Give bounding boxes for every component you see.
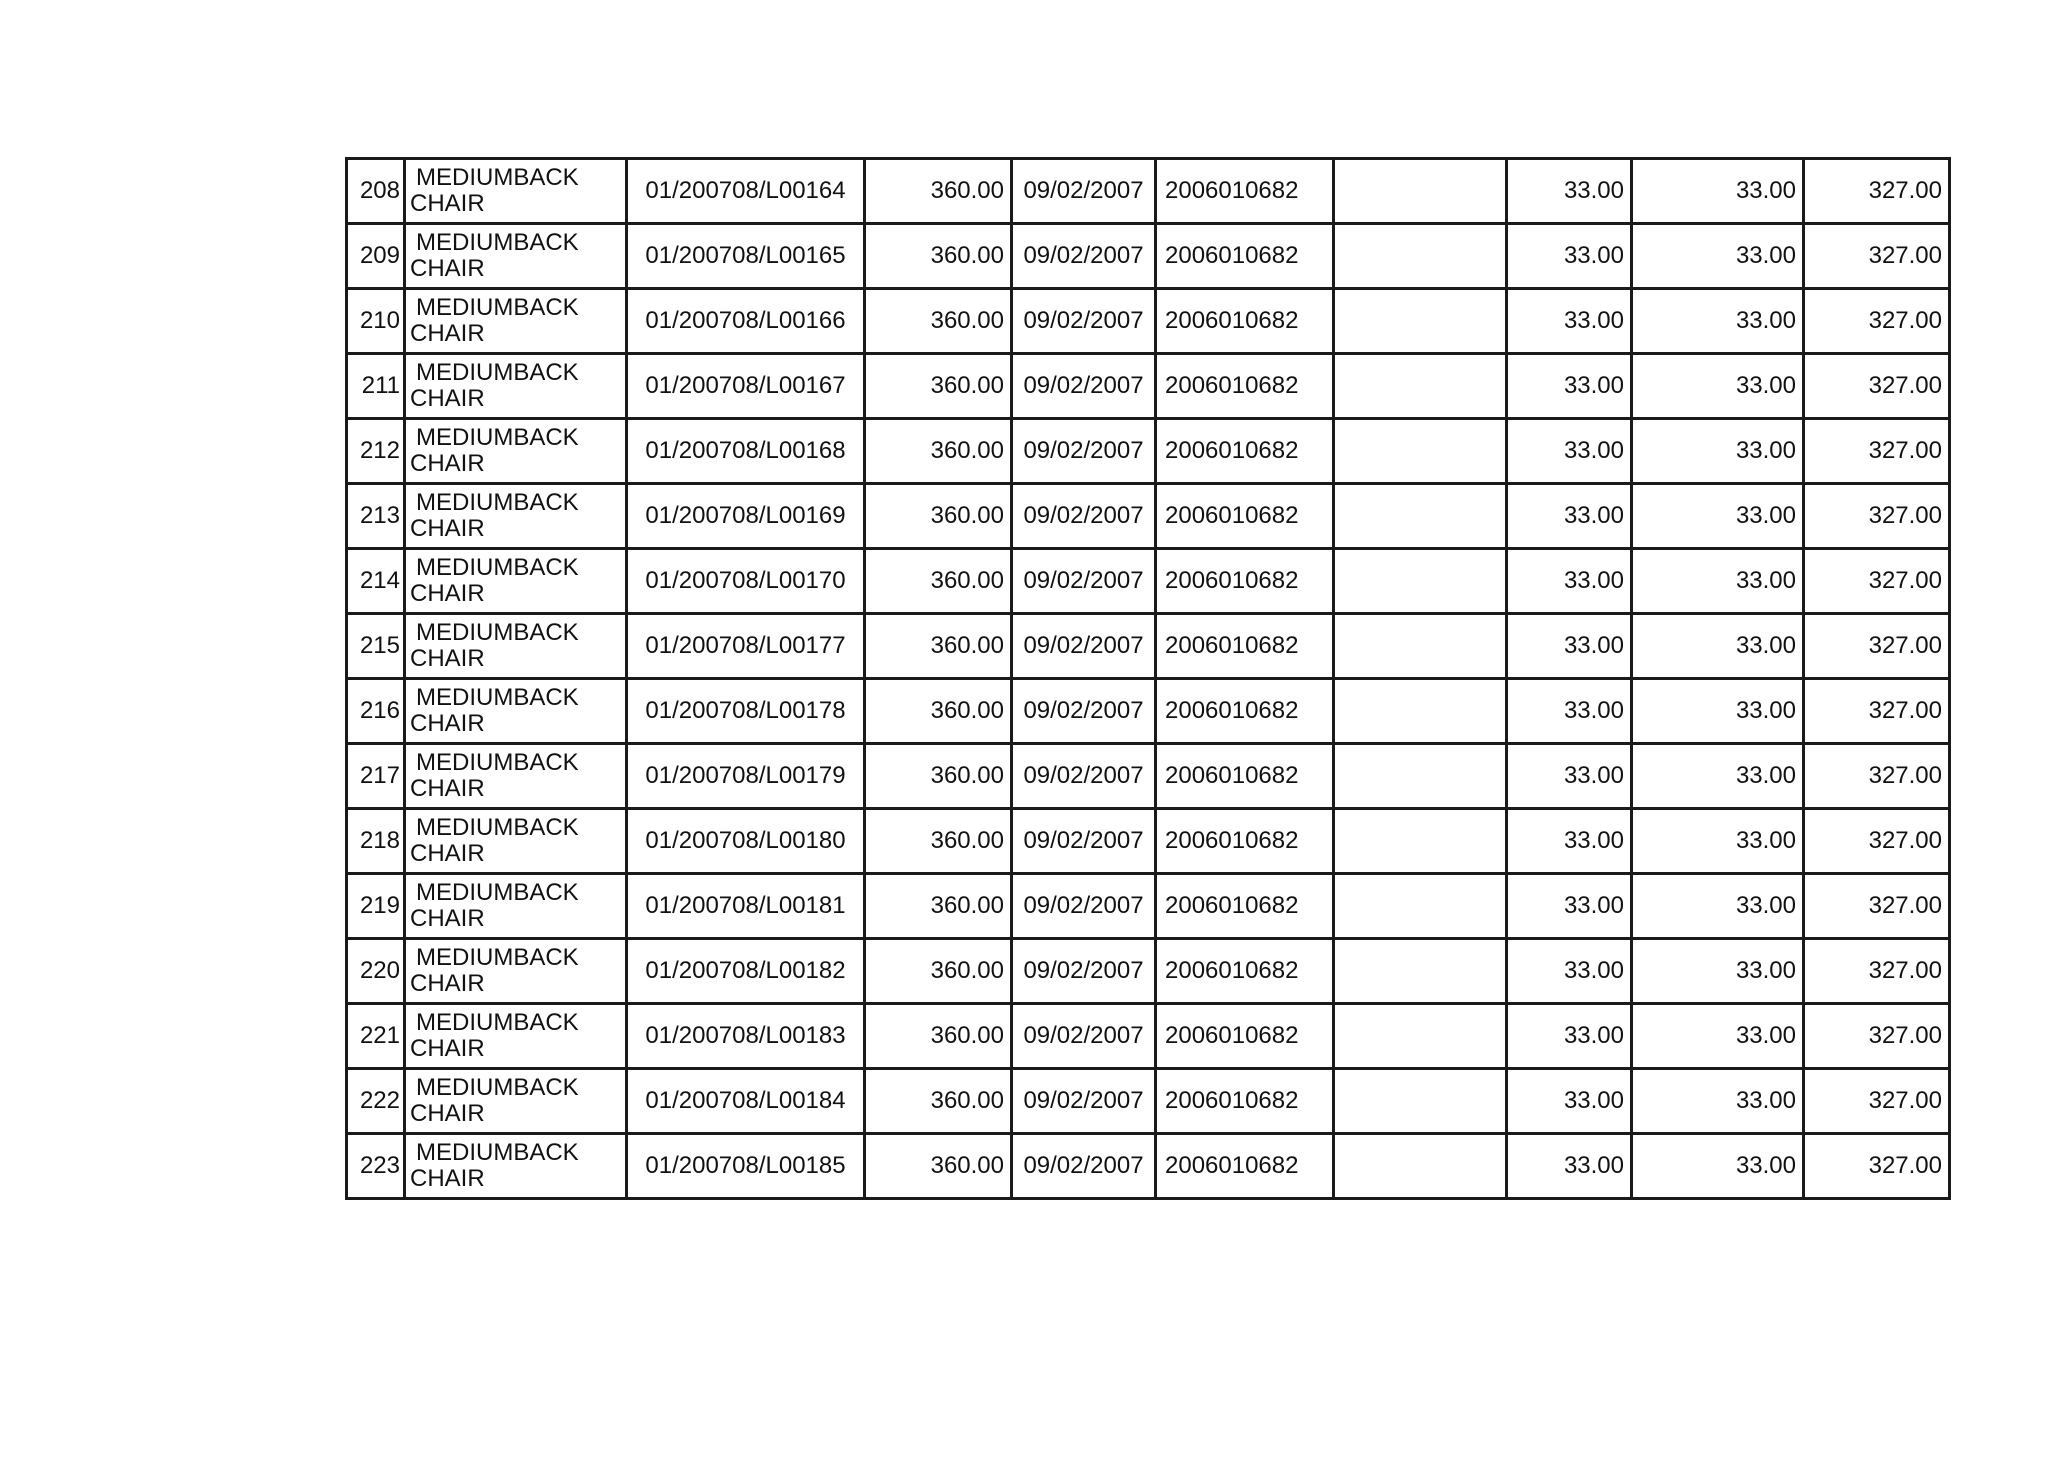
table-row bbox=[347, 354, 1950, 419]
net-value-cell: 327.00 bbox=[1804, 744, 1950, 809]
code-cell: 2006010682 bbox=[1156, 354, 1334, 419]
reference-cell: 01/200708/L00180 bbox=[627, 809, 865, 874]
description-line-1: MEDIUMBACK bbox=[416, 1074, 579, 1101]
table-row bbox=[347, 874, 1950, 939]
description-line-2: CHAIR bbox=[410, 905, 485, 932]
amount-cell-b: 33.00 bbox=[1632, 419, 1804, 484]
amount-cell-a: 33.00 bbox=[1507, 549, 1632, 614]
cost-cell: 360.00 bbox=[865, 549, 1012, 614]
date-cell: 09/02/2007 bbox=[1012, 549, 1156, 614]
item-number-cell: 210 bbox=[347, 289, 405, 354]
date-cell: 09/02/2007 bbox=[1012, 289, 1156, 354]
amount-cell-a: 33.00 bbox=[1507, 159, 1632, 224]
code-cell: 2006010682 bbox=[1156, 224, 1334, 289]
description-line-1: MEDIUMBACK bbox=[416, 944, 579, 971]
amount-cell-b: 33.00 bbox=[1632, 614, 1804, 679]
description-cell bbox=[405, 1069, 627, 1134]
cost-cell: 360.00 bbox=[865, 679, 1012, 744]
item-number-cell: 223 bbox=[347, 1134, 405, 1199]
item-number-cell: 213 bbox=[347, 484, 405, 549]
blank-cell bbox=[1334, 354, 1507, 419]
item-number-cell: 216 bbox=[347, 679, 405, 744]
amount-cell-a: 33.00 bbox=[1507, 224, 1632, 289]
net-value-cell: 327.00 bbox=[1804, 289, 1950, 354]
blank-cell bbox=[1334, 289, 1507, 354]
description-line-2: CHAIR bbox=[410, 450, 485, 477]
code-cell: 2006010682 bbox=[1156, 549, 1334, 614]
item-number-cell: 221 bbox=[347, 1004, 405, 1069]
description-line-1: MEDIUMBACK bbox=[416, 1009, 579, 1036]
table-row bbox=[347, 1004, 1950, 1069]
table-row bbox=[347, 419, 1950, 484]
table-row bbox=[347, 289, 1950, 354]
description-line-2: CHAIR bbox=[410, 1035, 485, 1062]
reference-cell: 01/200708/L00177 bbox=[627, 614, 865, 679]
description-line-2: CHAIR bbox=[410, 580, 485, 607]
net-value-cell: 327.00 bbox=[1804, 939, 1950, 1004]
reference-cell: 01/200708/L00182 bbox=[627, 939, 865, 1004]
net-value-cell: 327.00 bbox=[1804, 679, 1950, 744]
cost-cell: 360.00 bbox=[865, 809, 1012, 874]
cost-cell: 360.00 bbox=[865, 224, 1012, 289]
net-value-cell: 327.00 bbox=[1804, 614, 1950, 679]
reference-cell: 01/200708/L00184 bbox=[627, 1069, 865, 1134]
blank-cell bbox=[1334, 744, 1507, 809]
blank-cell bbox=[1334, 419, 1507, 484]
description-line-1: MEDIUMBACK bbox=[416, 684, 579, 711]
amount-cell-b: 33.00 bbox=[1632, 354, 1804, 419]
description-cell bbox=[405, 874, 627, 939]
amount-cell-b: 33.00 bbox=[1632, 549, 1804, 614]
amount-cell-a: 33.00 bbox=[1507, 289, 1632, 354]
description-line-2: CHAIR bbox=[410, 840, 485, 867]
cost-cell: 360.00 bbox=[865, 159, 1012, 224]
table-row bbox=[347, 809, 1950, 874]
description-line-1: MEDIUMBACK bbox=[416, 554, 579, 581]
description-cell bbox=[405, 224, 627, 289]
blank-cell bbox=[1334, 809, 1507, 874]
net-value-cell: 327.00 bbox=[1804, 224, 1950, 289]
description-cell bbox=[405, 159, 627, 224]
description-cell bbox=[405, 549, 627, 614]
description-cell bbox=[405, 484, 627, 549]
description-line-1: MEDIUMBACK bbox=[416, 1139, 579, 1166]
date-cell: 09/02/2007 bbox=[1012, 159, 1156, 224]
code-cell: 2006010682 bbox=[1156, 809, 1334, 874]
item-number-cell: 214 bbox=[347, 549, 405, 614]
reference-cell: 01/200708/L00178 bbox=[627, 679, 865, 744]
blank-cell bbox=[1334, 614, 1507, 679]
item-number-cell: 218 bbox=[347, 809, 405, 874]
blank-cell bbox=[1334, 874, 1507, 939]
date-cell: 09/02/2007 bbox=[1012, 1004, 1156, 1069]
description-line-1: MEDIUMBACK bbox=[416, 229, 579, 256]
date-cell: 09/02/2007 bbox=[1012, 939, 1156, 1004]
reference-cell: 01/200708/L00181 bbox=[627, 874, 865, 939]
amount-cell-b: 33.00 bbox=[1632, 809, 1804, 874]
description-cell bbox=[405, 1134, 627, 1199]
reference-cell: 01/200708/L00165 bbox=[627, 224, 865, 289]
net-value-cell: 327.00 bbox=[1804, 159, 1950, 224]
item-number-cell: 215 bbox=[347, 614, 405, 679]
cost-cell: 360.00 bbox=[865, 874, 1012, 939]
code-cell: 2006010682 bbox=[1156, 939, 1334, 1004]
blank-cell bbox=[1334, 1004, 1507, 1069]
description-line-2: CHAIR bbox=[410, 710, 485, 737]
blank-cell bbox=[1334, 549, 1507, 614]
description-cell bbox=[405, 1004, 627, 1069]
description-line-2: CHAIR bbox=[410, 645, 485, 672]
description-line-2: CHAIR bbox=[410, 385, 485, 412]
table-row bbox=[347, 744, 1950, 809]
item-number-cell: 212 bbox=[347, 419, 405, 484]
amount-cell-a: 33.00 bbox=[1507, 939, 1632, 1004]
description-line-1: MEDIUMBACK bbox=[416, 879, 579, 906]
net-value-cell: 327.00 bbox=[1804, 354, 1950, 419]
reference-cell: 01/200708/L00170 bbox=[627, 549, 865, 614]
reference-cell: 01/200708/L00166 bbox=[627, 289, 865, 354]
cost-cell: 360.00 bbox=[865, 939, 1012, 1004]
net-value-cell: 327.00 bbox=[1804, 484, 1950, 549]
code-cell: 2006010682 bbox=[1156, 1004, 1334, 1069]
table-row bbox=[347, 679, 1950, 744]
date-cell: 09/02/2007 bbox=[1012, 679, 1156, 744]
blank-cell bbox=[1334, 1134, 1507, 1199]
description-line-1: MEDIUMBACK bbox=[416, 619, 579, 646]
amount-cell-a: 33.00 bbox=[1507, 614, 1632, 679]
reference-cell: 01/200708/L00169 bbox=[627, 484, 865, 549]
item-number-cell: 220 bbox=[347, 939, 405, 1004]
cost-cell: 360.00 bbox=[865, 614, 1012, 679]
net-value-cell: 327.00 bbox=[1804, 1004, 1950, 1069]
reference-cell: 01/200708/L00168 bbox=[627, 419, 865, 484]
amount-cell-a: 33.00 bbox=[1507, 354, 1632, 419]
cost-cell: 360.00 bbox=[865, 354, 1012, 419]
reference-cell: 01/200708/L00183 bbox=[627, 1004, 865, 1069]
cost-cell: 360.00 bbox=[865, 419, 1012, 484]
description-line-1: MEDIUMBACK bbox=[416, 749, 579, 776]
code-cell: 2006010682 bbox=[1156, 289, 1334, 354]
code-cell: 2006010682 bbox=[1156, 744, 1334, 809]
description-line-2: CHAIR bbox=[410, 1165, 485, 1192]
description-cell bbox=[405, 939, 627, 1004]
table-row bbox=[347, 614, 1950, 679]
amount-cell-b: 33.00 bbox=[1632, 484, 1804, 549]
date-cell: 09/02/2007 bbox=[1012, 484, 1156, 549]
date-cell: 09/02/2007 bbox=[1012, 1069, 1156, 1134]
code-cell: 2006010682 bbox=[1156, 159, 1334, 224]
date-cell: 09/02/2007 bbox=[1012, 809, 1156, 874]
amount-cell-b: 33.00 bbox=[1632, 224, 1804, 289]
net-value-cell: 327.00 bbox=[1804, 874, 1950, 939]
amount-cell-a: 33.00 bbox=[1507, 679, 1632, 744]
code-cell: 2006010682 bbox=[1156, 679, 1334, 744]
item-number-cell: 211 bbox=[347, 354, 405, 419]
code-cell: 2006010682 bbox=[1156, 1134, 1334, 1199]
table-row bbox=[347, 549, 1950, 614]
blank-cell bbox=[1334, 484, 1507, 549]
amount-cell-a: 33.00 bbox=[1507, 484, 1632, 549]
table-row bbox=[347, 1134, 1950, 1199]
description-cell bbox=[405, 354, 627, 419]
description-line-2: CHAIR bbox=[410, 320, 485, 347]
amount-cell-a: 33.00 bbox=[1507, 874, 1632, 939]
date-cell: 09/02/2007 bbox=[1012, 614, 1156, 679]
amount-cell-b: 33.00 bbox=[1632, 1134, 1804, 1199]
item-number-cell: 217 bbox=[347, 744, 405, 809]
net-value-cell: 327.00 bbox=[1804, 419, 1950, 484]
code-cell: 2006010682 bbox=[1156, 1069, 1334, 1134]
code-cell: 2006010682 bbox=[1156, 614, 1334, 679]
description-line-2: CHAIR bbox=[410, 515, 485, 542]
amount-cell-b: 33.00 bbox=[1632, 679, 1804, 744]
reference-cell: 01/200708/L00179 bbox=[627, 744, 865, 809]
description-line-1: MEDIUMBACK bbox=[416, 164, 579, 191]
description-line-2: CHAIR bbox=[410, 255, 485, 282]
blank-cell bbox=[1334, 939, 1507, 1004]
table-row bbox=[347, 1069, 1950, 1134]
cost-cell: 360.00 bbox=[865, 1069, 1012, 1134]
description-cell bbox=[405, 809, 627, 874]
description-line-2: CHAIR bbox=[410, 970, 485, 997]
description-cell bbox=[405, 419, 627, 484]
item-number-cell: 222 bbox=[347, 1069, 405, 1134]
date-cell: 09/02/2007 bbox=[1012, 744, 1156, 809]
reference-cell: 01/200708/L00164 bbox=[627, 159, 865, 224]
blank-cell bbox=[1334, 159, 1507, 224]
amount-cell-b: 33.00 bbox=[1632, 1004, 1804, 1069]
code-cell: 2006010682 bbox=[1156, 484, 1334, 549]
description-line-1: MEDIUMBACK bbox=[416, 814, 579, 841]
code-cell: 2006010682 bbox=[1156, 419, 1334, 484]
item-number-cell: 209 bbox=[347, 224, 405, 289]
net-value-cell: 327.00 bbox=[1804, 549, 1950, 614]
net-value-cell: 327.00 bbox=[1804, 1134, 1950, 1199]
description-cell bbox=[405, 679, 627, 744]
cost-cell: 360.00 bbox=[865, 484, 1012, 549]
description-line-2: CHAIR bbox=[410, 1100, 485, 1127]
amount-cell-a: 33.00 bbox=[1507, 744, 1632, 809]
date-cell: 09/02/2007 bbox=[1012, 1134, 1156, 1199]
date-cell: 09/02/2007 bbox=[1012, 419, 1156, 484]
net-value-cell: 327.00 bbox=[1804, 809, 1950, 874]
amount-cell-b: 33.00 bbox=[1632, 159, 1804, 224]
item-number-cell: 208 bbox=[347, 159, 405, 224]
amount-cell-b: 33.00 bbox=[1632, 874, 1804, 939]
description-line-1: MEDIUMBACK bbox=[416, 359, 579, 386]
date-cell: 09/02/2007 bbox=[1012, 874, 1156, 939]
description-cell bbox=[405, 289, 627, 354]
amount-cell-b: 33.00 bbox=[1632, 1069, 1804, 1134]
cost-cell: 360.00 bbox=[865, 289, 1012, 354]
description-line-1: MEDIUMBACK bbox=[416, 424, 579, 451]
table-row bbox=[347, 224, 1950, 289]
blank-cell bbox=[1334, 679, 1507, 744]
description-line-2: CHAIR bbox=[410, 190, 485, 217]
table-row bbox=[347, 484, 1950, 549]
amount-cell-b: 33.00 bbox=[1632, 289, 1804, 354]
reference-cell: 01/200708/L00167 bbox=[627, 354, 865, 419]
date-cell: 09/02/2007 bbox=[1012, 224, 1156, 289]
blank-cell bbox=[1334, 1069, 1507, 1134]
asset-register-table bbox=[345, 157, 1951, 1200]
cost-cell: 360.00 bbox=[865, 1004, 1012, 1069]
amount-cell-a: 33.00 bbox=[1507, 419, 1632, 484]
amount-cell-a: 33.00 bbox=[1507, 1004, 1632, 1069]
table-body bbox=[347, 159, 1950, 1199]
table-row bbox=[347, 159, 1950, 224]
amount-cell-a: 33.00 bbox=[1507, 809, 1632, 874]
reference-cell: 01/200708/L00185 bbox=[627, 1134, 865, 1199]
description-line-1: MEDIUMBACK bbox=[416, 489, 579, 516]
amount-cell-b: 33.00 bbox=[1632, 744, 1804, 809]
net-value-cell: 327.00 bbox=[1804, 1069, 1950, 1134]
code-cell: 2006010682 bbox=[1156, 874, 1334, 939]
description-line-1: MEDIUMBACK bbox=[416, 294, 579, 321]
description-cell bbox=[405, 744, 627, 809]
item-number-cell: 219 bbox=[347, 874, 405, 939]
cost-cell: 360.00 bbox=[865, 744, 1012, 809]
blank-cell bbox=[1334, 224, 1507, 289]
amount-cell-a: 33.00 bbox=[1507, 1069, 1632, 1134]
table-row bbox=[347, 939, 1950, 1004]
cost-cell: 360.00 bbox=[865, 1134, 1012, 1199]
date-cell: 09/02/2007 bbox=[1012, 354, 1156, 419]
amount-cell-b: 33.00 bbox=[1632, 939, 1804, 1004]
description-cell bbox=[405, 614, 627, 679]
amount-cell-a: 33.00 bbox=[1507, 1134, 1632, 1199]
description-line-2: CHAIR bbox=[410, 775, 485, 802]
